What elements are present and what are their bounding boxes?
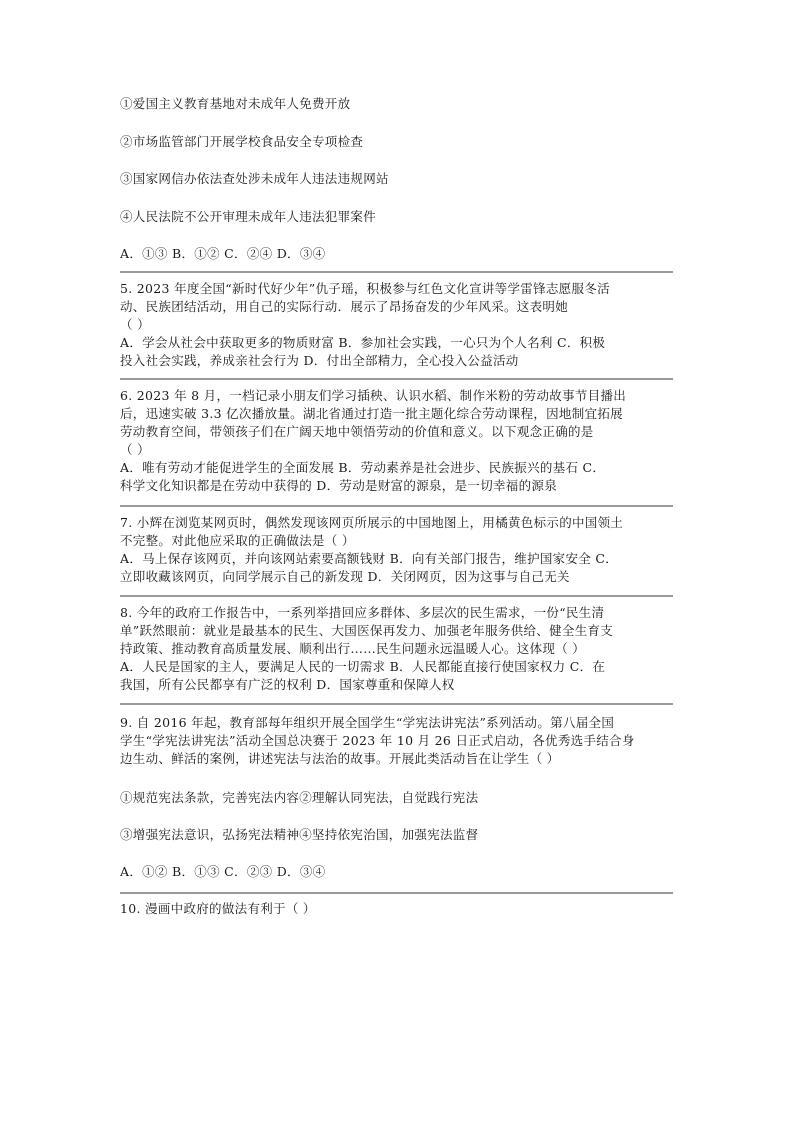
text-line: 10. 漫画中政府的做法有利于（ ） — [120, 901, 316, 916]
text-line: 6. 2023 年 8 月，一档记录小朋友们学习插秧、认识水稻、制作米粉的劳动故事节目播出 — [120, 388, 627, 403]
answer-blank: （ ） — [120, 317, 150, 332]
text-line: 动、民族团结活动，用自己的实际行动．展示了昂扬奋发的少年风采。这表明她 — [120, 299, 569, 314]
divider — [120, 271, 673, 273]
question-10 — [120, 900, 316, 918]
text-line: 单”跃然眼前：就业是最基本的民生、大国医保再发力、加强老年服务供给、健全生育支 — [120, 623, 614, 638]
question-9 — [120, 714, 635, 768]
divider — [120, 892, 673, 894]
text-line: ③国家网信办依法查处涉未成年人违法违规网站 — [120, 171, 389, 186]
text-line: 立即收藏该网页，向同学展示自己的新发现 D．关闭网页，因为这事与自己无关 — [120, 569, 570, 584]
text-line: ②市场监管部门开展学校食品安全专项检查 — [120, 134, 364, 149]
text-line: 5. 2023 年度全国“新时代好少年”仇子瑶，积极参与红色文化宣讲等学雷锋志愿服冬活 — [120, 281, 610, 296]
divider — [120, 595, 673, 597]
divider — [120, 703, 673, 705]
text-line: A．人民是国家的主人，要满足人民的一切需求 B．人民都能直接行使国家权力 C．在 — [120, 659, 606, 674]
text-line: A．①③ B．①② C．②④ D．③④ — [120, 246, 326, 261]
option-statement-1 — [120, 95, 350, 113]
text-line: 学生“学宪法讲宪法”活动全国总决赛于 2023 年 10 月 26 日正式启动，各优秀选手结合身 — [120, 733, 635, 748]
text-line: 不完整。对此他应采取的正确做法是（ ） — [120, 533, 355, 548]
option-statement-4 — [120, 208, 376, 226]
text-line: 边生动、鲜活的案例，讲述宪法与法治的故事。开展此类活动旨在让学生（ ） — [120, 751, 560, 766]
text-line: 7. 小辉在浏览某网页时，偶然发现该网页所展示的中国地图上，用橘黄色标示的中国领土 — [120, 515, 624, 530]
text-line: 8. 今年的政府工作报告中，一系列举措回应多群体、多层次的民生需求，一份“民生清 — [120, 605, 605, 620]
text-line: ④人民法院不公开审理未成年人违法犯罪案件 — [120, 209, 377, 224]
text-line: ③增强宪法意识，弘扬宪法精神④坚持依宪治国，加强宪法监督 — [120, 827, 479, 842]
answer-choices-4 — [120, 245, 325, 263]
divider — [120, 378, 673, 380]
question-5 — [120, 280, 610, 370]
text-line: 后，迅速实破 3.3 亿次播放量。湖北省通过打造一批主题化综合劳动课程，因地制宜拓展 — [120, 406, 623, 421]
question-6 — [120, 387, 626, 495]
text-line: ①爱国主义教育基地对未成年人免费开放 — [120, 96, 351, 111]
option-statement-2 — [120, 133, 363, 151]
text-line: A．马上保存该网页，并向该网站索要高额钱财 B．向有关部门报告，维护国家安全 C． — [120, 551, 619, 566]
option-statement-3 — [120, 170, 389, 188]
text-line: 劳动教育空间，带领孩子们在广阔天地中领悟劳动的价值和意义。以下观念正确的是 — [120, 424, 594, 439]
text-line: 持政策、推动教育高质量发展、顺利出行……民生问题永远温暖人心。这体现（ ） — [120, 641, 586, 656]
text-line: 9. 自 2016 年起，教育部每年组织开展全国学生“学宪法讲宪法”系列活动。第八届全国 — [120, 715, 615, 730]
text-line: 我国，所有公民都享有广泛的权利 D．国家尊重和保障人权 — [120, 677, 455, 692]
option-statement-9b — [120, 826, 478, 844]
question-8 — [120, 604, 613, 694]
text-line: 科学文化知识都是在劳动中获得的 D．劳动是财富的源泉，是一切幸福的源泉 — [120, 478, 557, 493]
question-7 — [120, 514, 623, 586]
text-line: A．唯有劳动才能促进学生的全面发展 B．劳动素养是社会进步、民族振兴的基石 C． — [120, 460, 606, 475]
text-line: 投入社会实践，养成亲社会行为 D．付出全部精力，全心投入公益活动 — [120, 353, 519, 368]
text-line: ①规范宪法条款，完善宪法内容②理解认同宪法，自觉践行宪法 — [120, 790, 479, 805]
divider — [120, 505, 673, 507]
text-line: A．学会从社会中获取更多的物质财富 B．参加社会实践，一心只为个人名利 C．积极 — [120, 335, 606, 350]
answer-blank: （ ） — [120, 442, 150, 457]
option-statement-9a — [120, 789, 478, 807]
answer-choices-9 — [120, 863, 325, 881]
text-line: A．①② B．①③ C．②③ D．③④ — [120, 864, 326, 879]
